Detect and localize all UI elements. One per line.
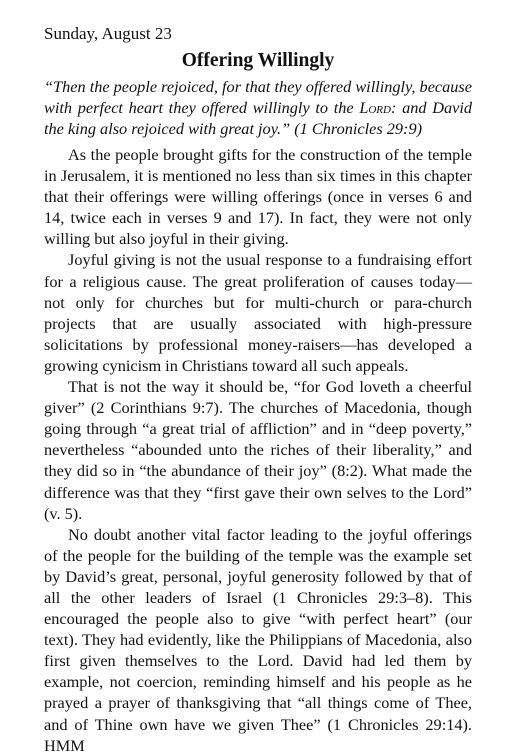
devotional-page <box>44 22 472 756</box>
page-title: Offering Willingly <box>181 50 335 71</box>
verse-text-start: “Then the people rejoiced, for that they offered willingly, because with perfect heart they offered willingly to the <box>44 77 472 117</box>
scripture-verse <box>44 76 472 139</box>
paragraph-2: Joyful giving is not the usual response to a fundraising effort for a religious cause. The great proliferation of causes today—not only for churches but for multi-church or para-church projects that are usually associated with high-pressure solicitations by professional money-raisers—has developed a growing cynicism in Christians toward all such appeals. <box>44 250 472 375</box>
paragraph-4: No doubt another vital factor leading to the joyful offerings of the people for the building of the temple was the example set by David’s great, personal, joyful generosity followed by that of all the other leaders of Israel (1 Chronicles 29:3–8). This encouraged the people also to give “with perfect heart” (our text). They had evidently, like the Philippians of Macedonia, also first given themselves to the Lord. David had led them by example, not coercion, reminding himself and his people as he prayed a prayer of thanksgiving that “all things come of Thee, and of Thine own have we given Thee” (1 Chronicles 29:14). HMM <box>44 524 472 755</box>
verse-lord: Lord <box>359 98 391 117</box>
date-heading: Sunday, August 23 <box>44 24 172 43</box>
paragraph-1: As the people brought gifts for the construction of the temple in Jerusalem, it is mentioned no less than six times in this chapter that their offerings were willing offerings (once in verses 6 and 14, twice each in verses 9 and 17). In fact, they were not only willing but also joyful in their giving. <box>44 145 472 249</box>
devotional-body <box>44 144 472 756</box>
paragraph-3: That is not the way it should be, “for God loveth a cheerful giver” (2 Corinthians 9:7). The churches of Macedonia, though going through “a great trial of affliction” and in “deep poverty,” nevertheless “abounded unto the riches of their liberality,” and they did so in “the abundance of their joy” (8:2). What made the difference was that they “first gave their own selves to the Lord” (v. 5). <box>44 377 472 523</box>
verse-text-end: : and David the king also rejoiced with great joy.” (1 Chronicles 29:9) <box>44 98 472 138</box>
